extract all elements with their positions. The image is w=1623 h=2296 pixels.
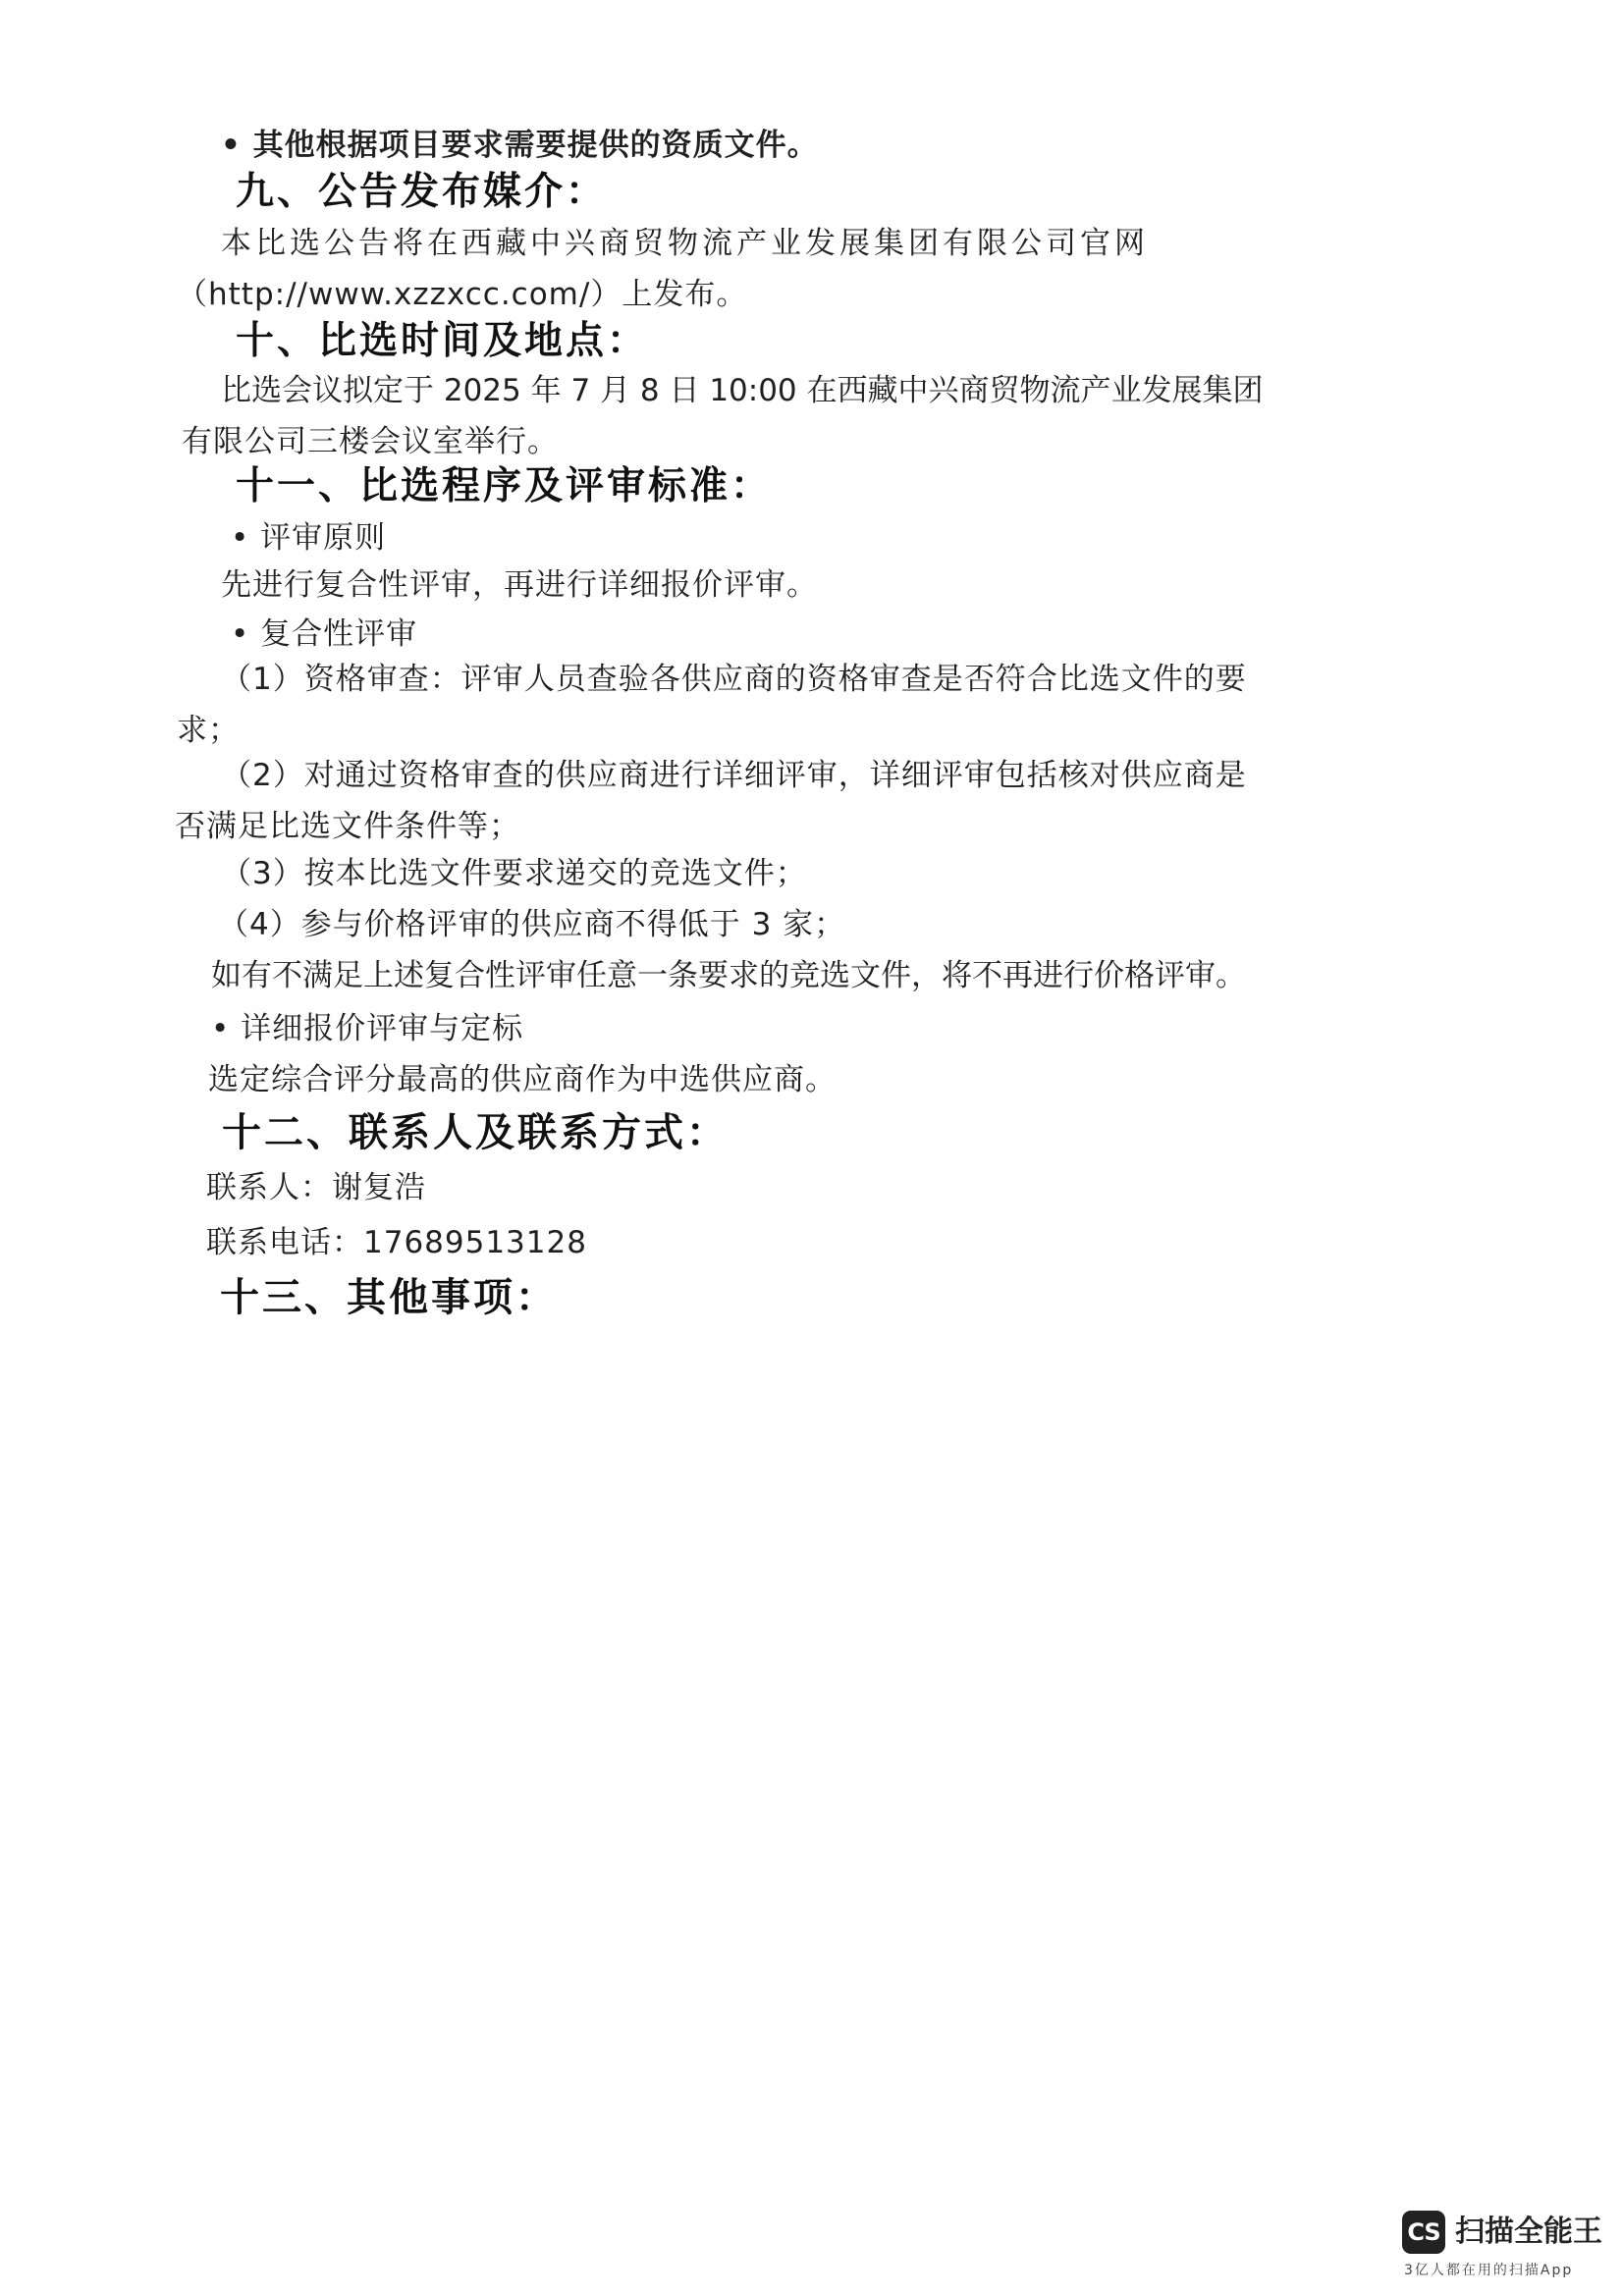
camscanner-logo-icon: CS — [1402, 2211, 1445, 2254]
bullet-qualification-docs: • 其他根据项目要求需要提供的资质文件。 — [221, 128, 819, 163]
contact-person: 联系人：谢复浩 — [206, 1170, 426, 1205]
contact-phone: 联系电话：17689513128 — [206, 1225, 587, 1260]
compliance-item-4: （4）参与价格评审的供应商不得低于 3 家； — [218, 907, 846, 942]
compliance-note: 如有不满足上述复合性评审任意一条要求的竞选文件，将不再进行价格评审。 — [211, 958, 1246, 993]
heading-section-13: 十三、其他事项： — [220, 1275, 558, 1320]
publish-media-line-2: （http://www.xzzxcc.com/）上发布。 — [177, 277, 748, 312]
watermark-subtitle: 3亿人都在用的扫描App — [1404, 2263, 1574, 2278]
watermark-title: 扫描全能王 — [1455, 2215, 1602, 2249]
bullet-compliance-review: • 复合性评审 — [231, 616, 418, 652]
bullet-detailed-pricing: • 详细报价评审与定标 — [211, 1011, 524, 1046]
meeting-time-line-2: 有限公司三楼会议室举行。 — [182, 424, 559, 459]
compliance-item-2-line-2: 否满足比选文件条件等； — [175, 809, 520, 844]
compliance-item-1-line-1: （1）资格审查：评审人员查验各供应商的资格审查是否符合比选文件的要 — [221, 662, 1247, 697]
heading-section-11: 十一、比选程序及评审标准： — [236, 464, 773, 508]
heading-section-12: 十二、联系人及联系方式： — [222, 1110, 729, 1155]
compliance-item-3: （3）按本比选文件要求递交的竞选文件； — [221, 856, 807, 891]
detailed-pricing-text: 选定综合评分最高的供应商作为中选供应商。 — [208, 1062, 837, 1097]
heading-section-9: 九、公告发布媒介： — [236, 170, 608, 214]
heading-section-10: 十、比选时间及地点： — [236, 319, 649, 363]
compliance-item-2-line-1: （2）对通过资格审查的供应商进行详细评审，详细评审包括核对供应商是 — [221, 758, 1247, 793]
compliance-item-1-line-2: 求； — [177, 713, 240, 748]
meeting-time-line-1: 比选会议拟定于 2025 年 7 月 8 日 10:00 在西藏中兴商贸物流产业发展集团 — [221, 373, 1264, 408]
scanner-app-watermark — [1402, 2207, 1608, 2285]
publish-media-line-1: 本比选公告将在西藏中兴商贸物流产业发展集团有限公司官网 — [221, 226, 1149, 261]
bullet-review-principle: • 评审原则 — [231, 520, 387, 556]
review-principle-text: 先进行复合性评审，再进行详细报价评审。 — [221, 567, 818, 603]
